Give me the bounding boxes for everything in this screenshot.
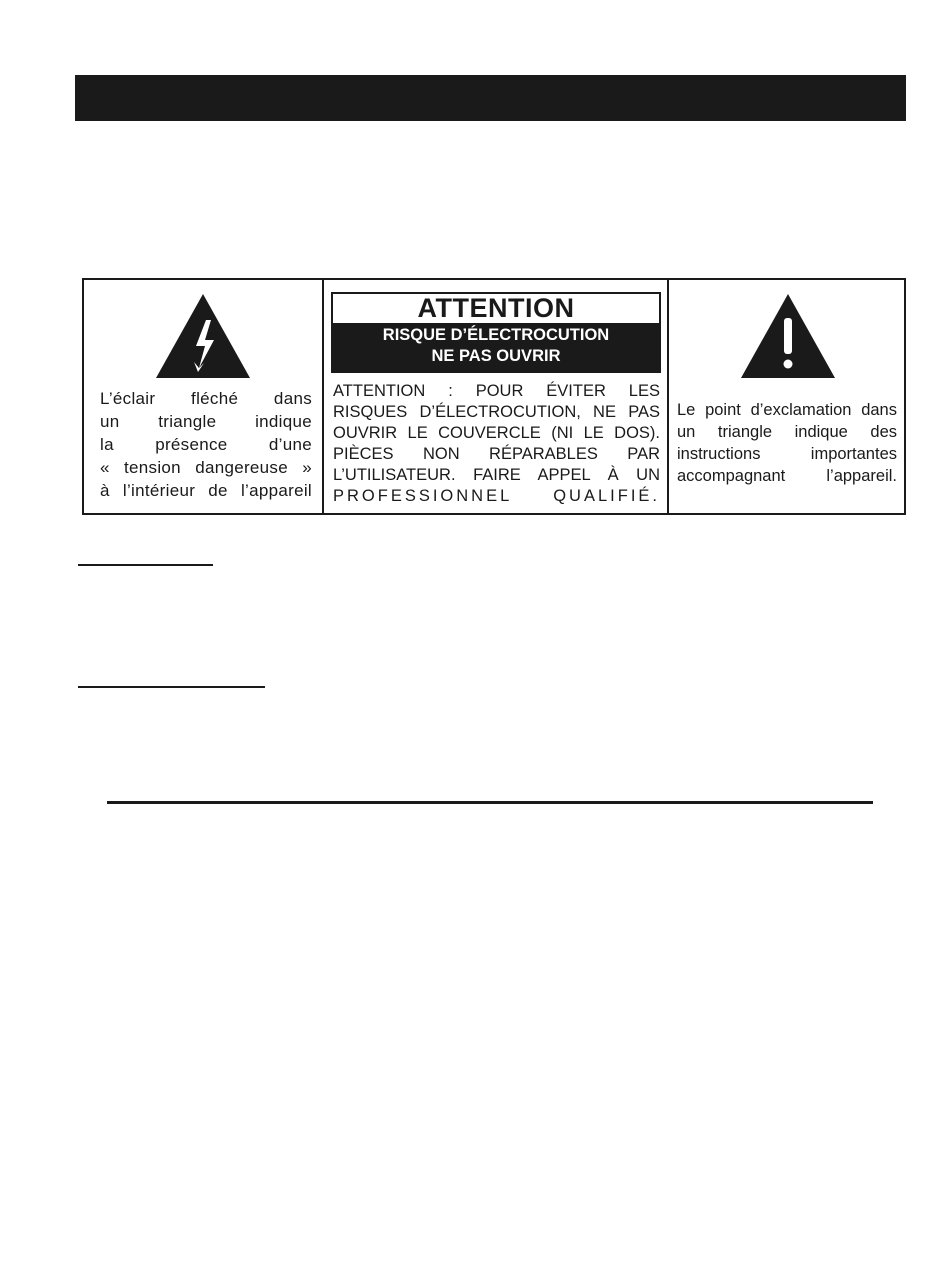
header-bar <box>75 75 906 121</box>
exclamation-warning-cell <box>669 280 904 513</box>
text-line: Le point d’exclamation dans <box>677 401 897 419</box>
attention-subtitle-line: NE PAS OUVRIR <box>431 347 561 365</box>
attention-subtitle <box>333 323 659 371</box>
text-line: RISQUES D’ÉLECTROCUTION, NE PAS <box>333 403 660 421</box>
warning-table <box>82 278 906 515</box>
text-line: OUVRIR LE COUVERCLE (NI LE DOS). <box>333 424 660 442</box>
divider-rule <box>107 801 873 804</box>
text-line: PIÈCES NON RÉPARABLES PAR <box>333 445 660 463</box>
text-line: un triangle indique des <box>677 423 897 441</box>
text-line: un triangle indique <box>100 412 312 431</box>
text-line: « tension dangereuse » <box>100 458 312 477</box>
section-underline <box>78 686 265 688</box>
text-line: accompagnant l’appareil. <box>677 467 897 485</box>
exclamation-triangle-icon <box>739 292 837 380</box>
attention-title: ATTENTION <box>333 294 659 323</box>
attention-subtitle-line: RISQUE D’ÉLECTROCUTION <box>382 326 610 344</box>
lightning-bolt-triangle-icon <box>154 292 252 380</box>
text-line: à l’intérieur de l’appareil <box>100 481 312 500</box>
text-line: la présence d’une <box>100 435 312 454</box>
lightning-warning-cell <box>84 280 324 513</box>
text-line: L’UTILISATEUR. FAIRE APPEL À UN <box>333 466 660 484</box>
attention-label-box <box>331 292 661 373</box>
text-line: PROFESSIONNEL QUALIFIÉ. <box>333 487 660 505</box>
lightning-warning-text <box>100 387 312 502</box>
attention-text <box>333 381 660 507</box>
text-line: instructions importantes <box>677 445 897 463</box>
text-line: ATTENTION : POUR ÉVITER LES <box>333 382 660 400</box>
text-line: L’éclair fléché dans <box>100 389 312 408</box>
attention-cell <box>324 280 669 513</box>
exclamation-warning-text <box>677 399 897 487</box>
section-underline <box>78 564 213 566</box>
